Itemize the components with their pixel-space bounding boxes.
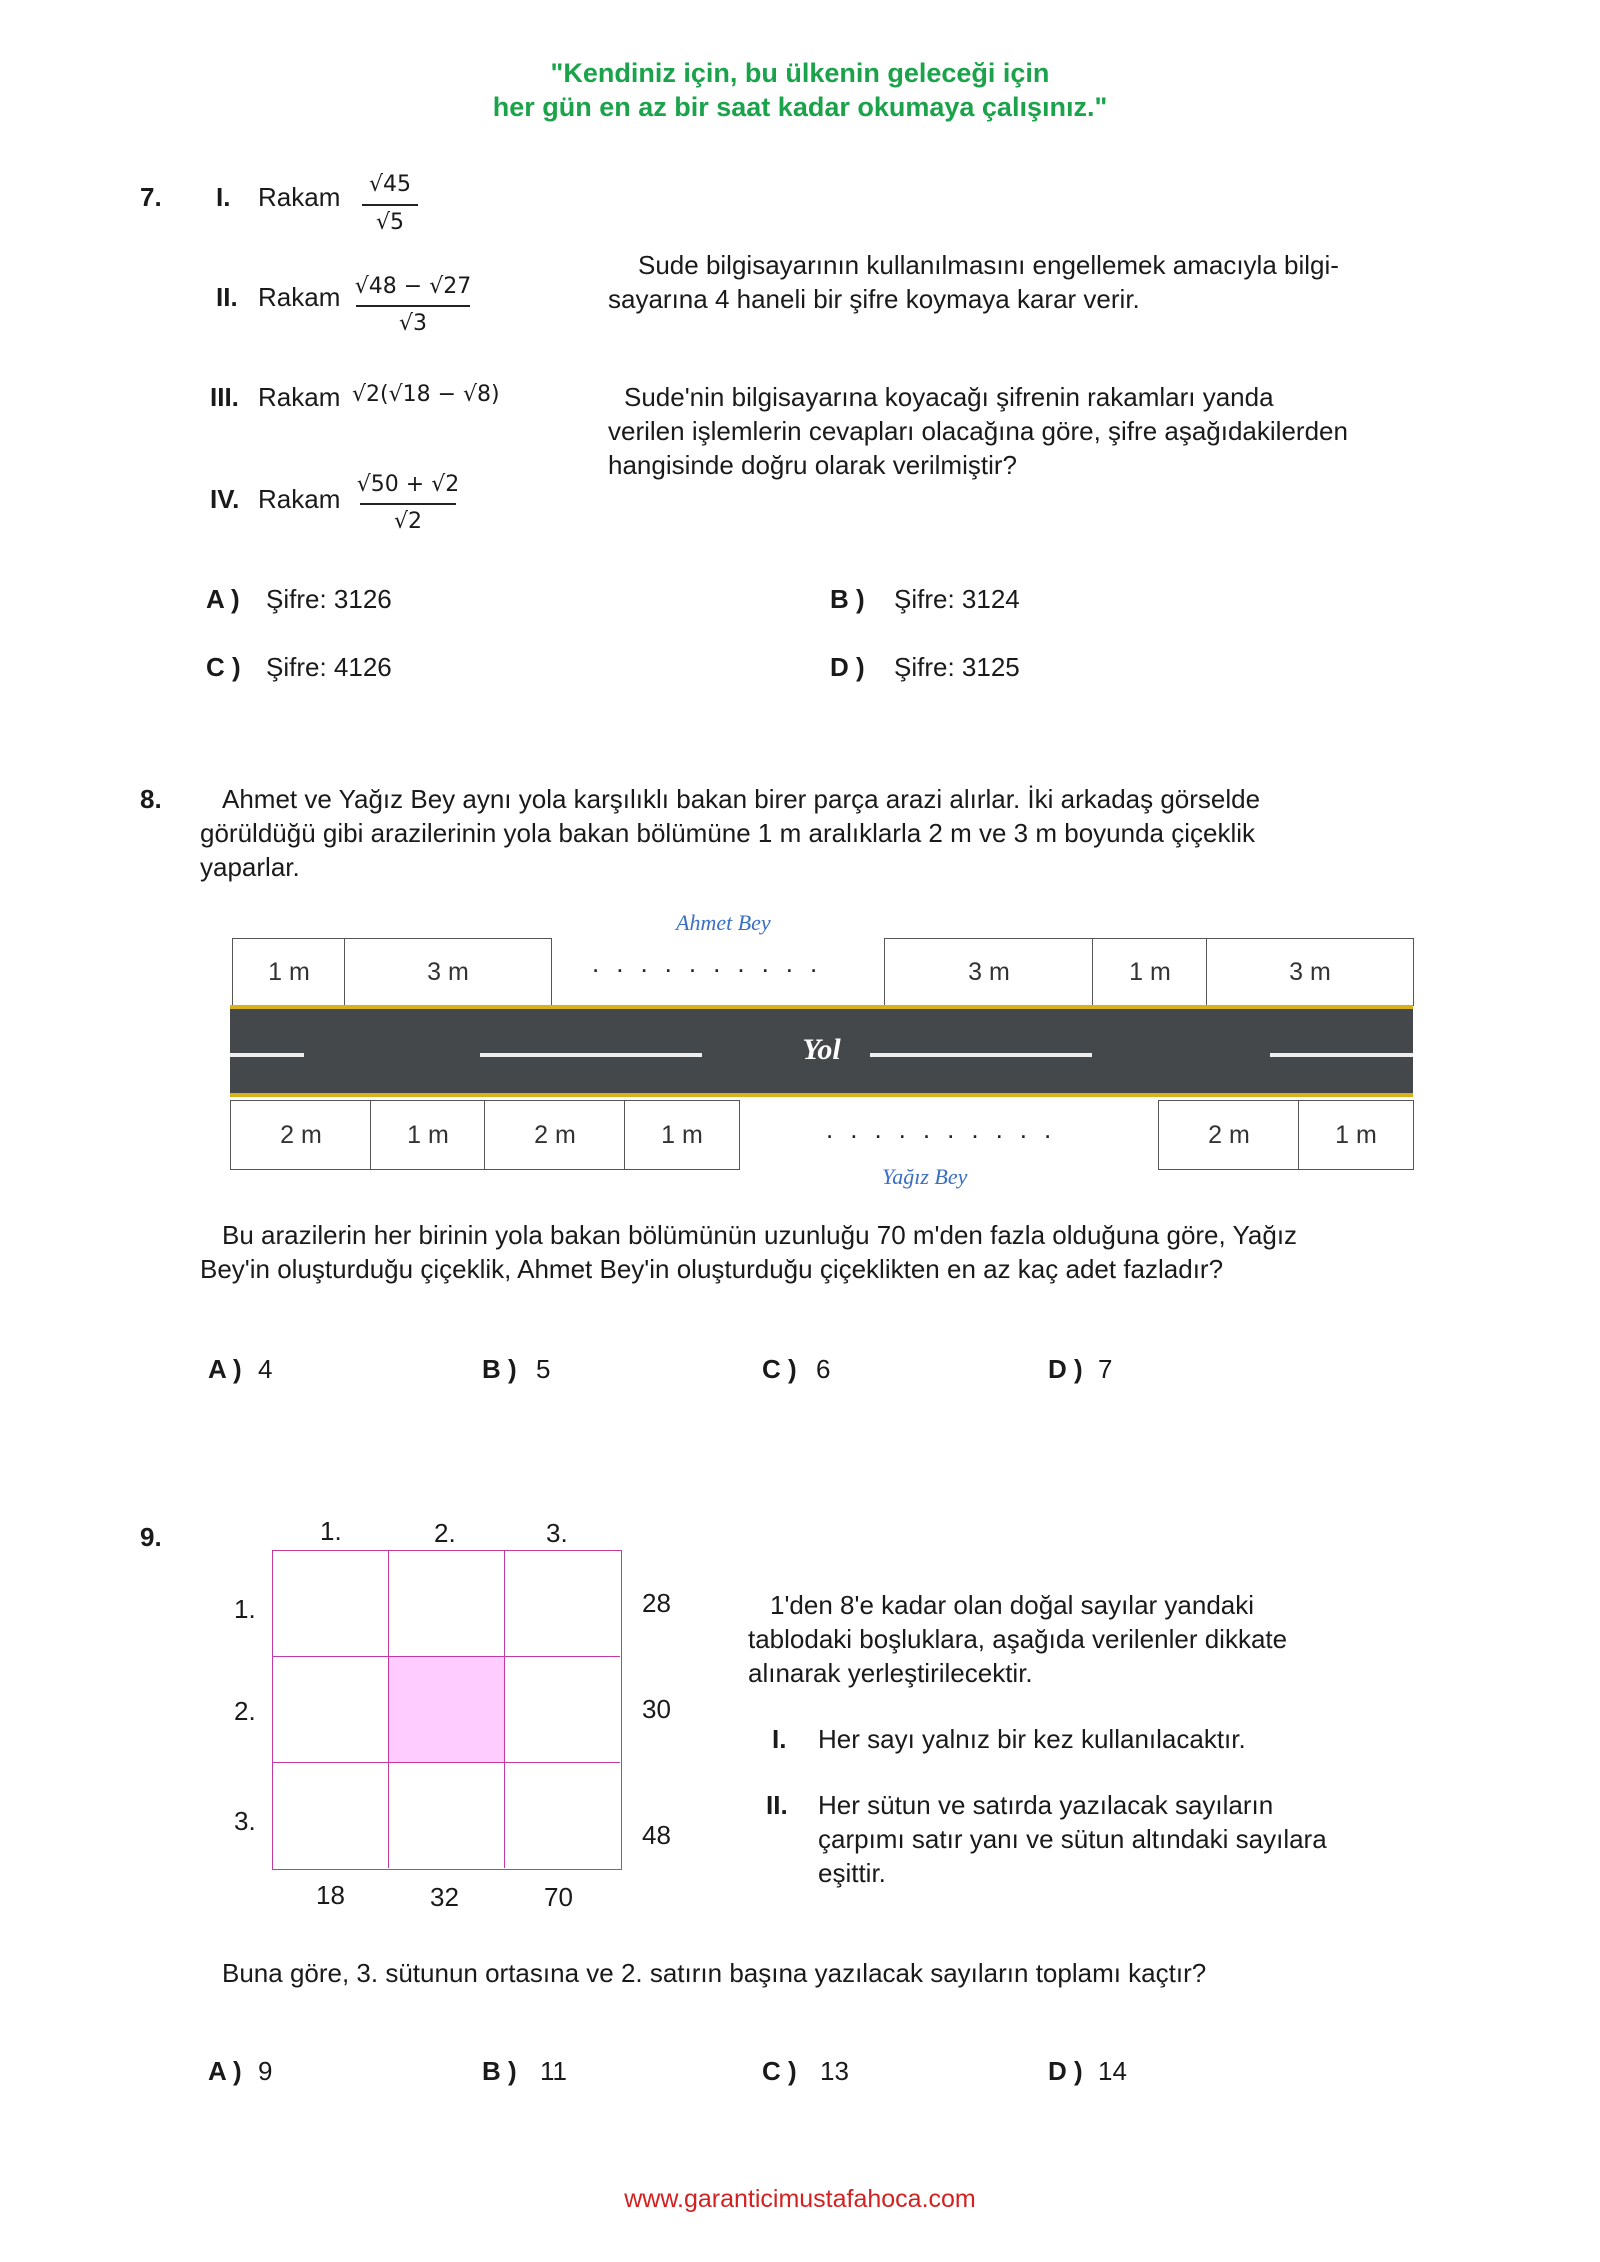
yagiz-dots: ..........: [826, 1114, 1069, 1144]
q9-text-line-1: 1'den 8'e kadar olan doğal sayılar yandaki: [770, 1590, 1255, 1620]
ahmet-dots: ..........: [592, 948, 835, 978]
q9-option-c-letter[interactable]: C ): [762, 2056, 797, 2086]
q9-rule-1-text: Her sayı yalnız bir kez kullanılacaktır.: [818, 1724, 1246, 1754]
yagiz-segment-3: 2 m: [484, 1100, 626, 1170]
q9-option-d-text[interactable]: 14: [1098, 2056, 1127, 2086]
q7-item-4-label: Rakam: [258, 484, 341, 514]
q8-question-line-2: Bey'in oluşturduğu çiçeklik, Ahmet Bey'in oluşturduğu çiçeklikten en az kaç adet fazladır?: [200, 1254, 1224, 1284]
q8-option-a-text[interactable]: 4: [258, 1354, 273, 1384]
yagiz-segment-5: 2 m: [1158, 1100, 1300, 1170]
grid-row-header-1: 1.: [234, 1594, 256, 1624]
q8-option-d-text[interactable]: 7: [1098, 1354, 1113, 1384]
yagiz-segment-1: 2 m: [230, 1100, 372, 1170]
q9-rule-1-roman: I.: [772, 1724, 787, 1754]
grid-cell-r1-c2[interactable]: [389, 1551, 505, 1657]
yagiz-segment-6: 1 m: [1298, 1100, 1414, 1170]
grid-cell-r2-c2-highlighted[interactable]: [389, 1657, 505, 1763]
q8-option-a-letter[interactable]: A ): [208, 1354, 242, 1384]
yagiz-segment-4: 1 m: [624, 1100, 740, 1170]
q7-item-3-expression: √2(√18 − √8): [352, 382, 500, 407]
grid-col-product-1: 18: [316, 1880, 345, 1910]
q7-option-c-text[interactable]: Şifre: 4126: [266, 652, 392, 682]
grid-cell-r3-c2[interactable]: [389, 1763, 505, 1868]
grid-cell-r1-c3[interactable]: [505, 1551, 620, 1657]
q8-intro-line-3: yaparlar.: [200, 852, 300, 882]
motto-line-2: her gün en az bir saat kadar okumaya çalışınız.": [492, 92, 1108, 122]
q7-item-2-label: Rakam: [258, 282, 341, 312]
q9-rule-2-line-2: çarpımı satır yanı ve sütun altındaki sayılara: [818, 1824, 1327, 1854]
grid-cell-r3-c3[interactable]: [505, 1763, 620, 1868]
q7-item-4-denominator: √2: [393, 509, 422, 534]
q7-item-1-numerator: √45: [368, 172, 411, 197]
q9-rule-2-line-3: eşittir.: [818, 1858, 886, 1888]
ahmet-segment-5: 3 m: [1206, 938, 1414, 1006]
q8-option-b-text[interactable]: 5: [536, 1354, 551, 1384]
grid-row-product-3: 48: [642, 1820, 671, 1850]
ahmet-segment-3: 3 m: [884, 938, 1094, 1006]
q7-item-1-label: Rakam: [258, 182, 341, 212]
q8-option-b-letter[interactable]: B ): [482, 1354, 517, 1384]
q7-item-2-roman: II.: [216, 282, 238, 312]
q9-question: Buna göre, 3. sütunun ortasına ve 2. satırın başına yazılacak sayıların toplamı kaçtır?: [222, 1958, 1207, 1988]
q7-text-2-line-2: verilen işlemlerin cevapları olacağına göre, şifre aşağıdakilerden: [608, 416, 1348, 446]
grid-cell-r3-c1[interactable]: [273, 1763, 389, 1868]
footer-website-link[interactable]: www.garanticimustafahoca.com: [624, 2185, 976, 2213]
grid-row-header-3: 3.: [234, 1806, 256, 1836]
q8-intro-line-2: görüldüğü gibi arazilerinin yola bakan bölümüne 1 m aralıklarla 2 m ve 3 m boyunda çiçeklik: [200, 818, 1256, 848]
q9-option-a-text[interactable]: 9: [258, 2056, 273, 2086]
grid-row-header-2: 2.: [234, 1696, 256, 1726]
q7-item-3-roman: III.: [210, 382, 239, 412]
q7-option-b-letter[interactable]: B ): [830, 584, 865, 614]
q7-option-c-letter[interactable]: C ): [206, 652, 241, 682]
q7-item-4-numerator: √50 + √2: [356, 472, 460, 497]
road-label: Yol: [802, 1033, 841, 1066]
number-grid: [272, 1550, 622, 1870]
grid-col-header-3: 3.: [546, 1518, 568, 1548]
motto-line-1: "Kendiniz için, bu ülkenin geleceği için: [550, 58, 1050, 88]
q8-question-line-1: Bu arazilerin her birinin yola bakan bölümünün uzunluğu 70 m'den fazla olduğuna göre, Yağız: [222, 1220, 1298, 1250]
q9-text-line-2: tablodaki boşluklara, aşağıda verilenler dikkate: [748, 1624, 1288, 1654]
q8-option-d-letter[interactable]: D ): [1048, 1354, 1083, 1384]
ahmet-segment-1: 1 m: [232, 938, 346, 1006]
yagiz-bey-label: Yağız Bey: [882, 1164, 968, 1189]
q9-rule-2-line-1: Her sütun ve satırda yazılacak sayıların: [818, 1790, 1274, 1820]
q9-text-line-3: alınarak yerleştirilecektir.: [748, 1658, 1033, 1688]
q7-option-d-letter[interactable]: D ): [830, 652, 865, 682]
q9-option-b-letter[interactable]: B ): [482, 2056, 517, 2086]
q7-item-2-fraction-bar: [356, 305, 470, 307]
question-9-number: 9.: [140, 1522, 162, 1552]
grid-col-product-3: 70: [544, 1882, 573, 1912]
q7-item-2-numerator: √48 − √27: [354, 274, 472, 299]
grid-row-product-2: 30: [642, 1694, 671, 1724]
grid-cell-r2-c3[interactable]: [505, 1657, 620, 1763]
q7-text-1-line-1: Sude bilgisayarının kullanılmasını engellemek amacıyla bilgi-: [638, 250, 1339, 280]
q7-option-d-text[interactable]: Şifre: 3125: [894, 652, 1020, 682]
yagiz-segment-2: 1 m: [370, 1100, 486, 1170]
q7-option-a-text[interactable]: Şifre: 3126: [266, 584, 392, 614]
q7-item-1-fraction-bar: [362, 204, 418, 206]
road: [230, 1005, 1413, 1097]
q7-item-2-denominator: √3: [398, 311, 427, 336]
q7-text-2-line-1: Sude'nin bilgisayarına koyacağı şifrenin rakamları yanda: [624, 382, 1274, 412]
q7-item-1-roman: I.: [216, 182, 231, 212]
q9-option-c-text[interactable]: 13: [820, 2056, 849, 2086]
q7-text-2-line-3: hangisinde doğru olarak verilmiştir?: [608, 450, 1017, 480]
grid-col-header-1: 1.: [320, 1516, 342, 1546]
q9-option-b-text[interactable]: 11: [540, 2056, 567, 2086]
grid-cell-r1-c1[interactable]: [273, 1551, 389, 1657]
ahmet-segment-2: 3 m: [344, 938, 552, 1006]
q7-item-4-roman: IV.: [210, 484, 240, 514]
q7-option-a-letter[interactable]: A ): [206, 584, 240, 614]
q9-option-a-letter[interactable]: A ): [208, 2056, 242, 2086]
ahmet-bey-label: Ahmet Bey: [676, 910, 771, 935]
q7-option-b-text[interactable]: Şifre: 3124: [894, 584, 1020, 614]
ahmet-segment-4: 1 m: [1092, 938, 1208, 1006]
grid-row-product-1: 28: [642, 1588, 671, 1618]
grid-cell-r2-c1[interactable]: [273, 1657, 389, 1763]
q8-option-c-text[interactable]: 6: [816, 1354, 831, 1384]
q9-option-d-letter[interactable]: D ): [1048, 2056, 1083, 2086]
q7-item-4-fraction-bar: [360, 503, 456, 505]
q7-item-3-label: Rakam: [258, 382, 341, 412]
q9-rule-2-roman: II.: [766, 1790, 788, 1820]
question-8-number: 8.: [140, 784, 162, 814]
q8-option-c-letter[interactable]: C ): [762, 1354, 797, 1384]
grid-col-product-2: 32: [430, 1882, 459, 1912]
grid-col-header-2: 2.: [434, 1518, 456, 1548]
q8-intro-line-1: Ahmet ve Yağız Bey aynı yola karşılıklı bakan birer parça arazi alırlar. İki arkadaş görselde: [222, 784, 1261, 814]
question-7-number: 7.: [140, 182, 162, 212]
q7-item-1-denominator: √5: [375, 210, 404, 235]
q7-text-1-line-2: sayarına 4 haneli bir şifre koymaya karar verir.: [608, 284, 1140, 314]
